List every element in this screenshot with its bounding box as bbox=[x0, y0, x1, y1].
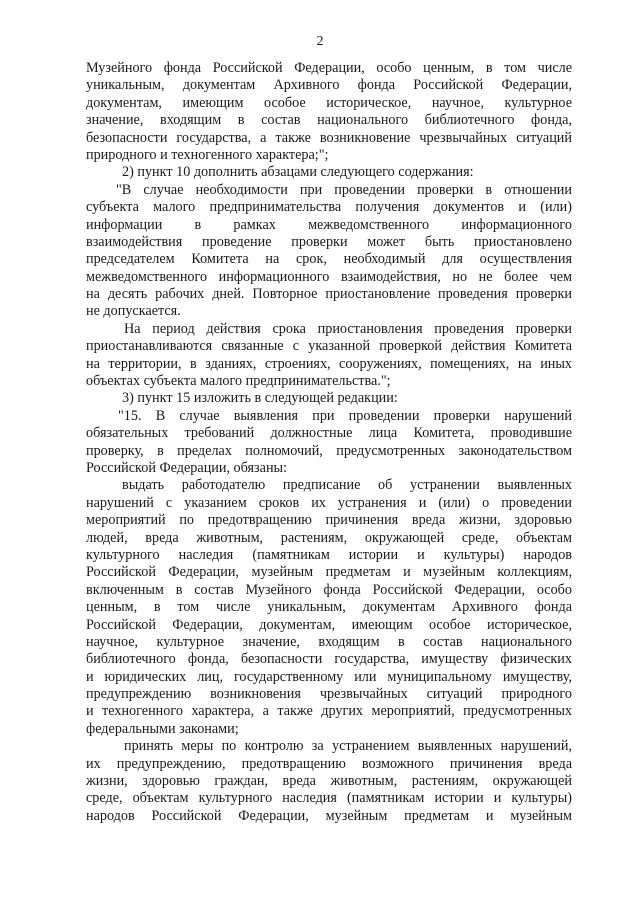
text-line: 2) пункт 10 дополнить абзацами следующего содержания: bbox=[122, 164, 474, 181]
text-line: межведомственного информационного взаимодействия, но не более чем bbox=[86, 268, 572, 285]
text-line: Российской Федерации, музейным предметам и музейным коллекциям, bbox=[86, 564, 572, 581]
text-line: информации в рамках межведомственного информационного bbox=[86, 216, 572, 233]
text-line: Российской Федерации, обязаны: bbox=[86, 459, 288, 476]
text-line: объектах субъекта малого предпринимательства."; bbox=[86, 373, 391, 390]
text-line: безопасности государства, а также возникновение чрезвычайных ситуаций bbox=[86, 129, 572, 146]
text-line: обязательных требований должностные лица Комитета, проводившие bbox=[86, 425, 572, 442]
text-line: включенным в состав Музейного фонда Российской Федерации, особо bbox=[86, 581, 572, 598]
page-number: 2 bbox=[316, 34, 324, 49]
text-line: людей, вреда животным, растениям, окружающей среде, объектам bbox=[86, 529, 572, 546]
text-line: "15. В случае выявления при проведении проверки нарушений bbox=[118, 407, 572, 424]
text-line: библиотечного фонда, безопасности государства, имуществу физических bbox=[86, 651, 572, 668]
text-line: документам, имеющим особое историческое, научное, культурное bbox=[86, 94, 572, 111]
text-line: значение, входящим в состав национального библиотечного фонда, bbox=[86, 112, 572, 129]
text-line: уникальным, документам Архивного фонда Российской Федерации, bbox=[86, 77, 572, 94]
text-line: ценным, в том числе уникальным, документам Архивного фонда bbox=[86, 599, 572, 616]
text-line: принять меры по контролю за устранением выявленных нарушений, bbox=[124, 738, 572, 755]
text-line: "В случае необходимости при проведении проверки в отношении bbox=[116, 181, 572, 198]
text-line: Музейного фонда Российской Федерации, особо ценным, в том числе bbox=[86, 60, 572, 76]
text-line: предупреждению возникновения чрезвычайных ситуаций природного bbox=[86, 686, 572, 703]
text-line: нарушений с указанием сроков их устранения и (или) о проведении bbox=[86, 494, 572, 511]
text-line: Российской Федерации, документам, имеющим особое историческое, bbox=[86, 616, 572, 633]
text-line: проверку, в пределах полномочий, предусмотренных законодательством bbox=[86, 442, 572, 459]
text-line: федеральными законами; bbox=[86, 720, 239, 737]
text-line: научное, культурное значение, входящим в состав национального bbox=[86, 633, 572, 650]
text-line: выдать работодателю предписание об устранении выявленных bbox=[122, 477, 572, 494]
text-line: субъекта малого предпринимательства получения документов и (или) bbox=[86, 199, 572, 216]
text-line: среде, объектам культурного наследия (памятникам истории и культуры) bbox=[86, 790, 572, 807]
text-line: их предупреждению, предотвращению возможного причинения вреда bbox=[86, 755, 572, 772]
text-line: приостанавливаются связанные с указанной проверкой действия Комитета bbox=[86, 338, 572, 355]
text-line: природного и техногенного характера;"; bbox=[86, 146, 329, 163]
text-line: мероприятий по предотвращению причинения вреда жизни, здоровью bbox=[86, 512, 572, 529]
text-line: взаимодействия проведение проверки может быть приостановлено bbox=[86, 233, 572, 250]
text-line: не допускается. bbox=[86, 303, 181, 320]
text-line: и техногенного характера, а также других мероприятий, предусмотренных bbox=[86, 703, 572, 720]
text-line: на десять рабочих дней. Повторное приостановление проведения проверки bbox=[86, 286, 572, 303]
text-line: культурного наследия (памятникам истории и культуры) народов bbox=[86, 546, 572, 563]
text-line: председателем Комитета на срок, необходимый для осуществления bbox=[86, 251, 572, 268]
text-line: и юридических лиц, государственному или муниципальному имуществу, bbox=[86, 668, 572, 685]
text-line: 3) пункт 15 изложить в следующей редакции: bbox=[122, 390, 398, 407]
document-body bbox=[86, 60, 572, 825]
text-line: на территории, в зданиях, строениях, сооружениях, помещениях, на иных bbox=[86, 355, 572, 372]
text-line: На период действия срока приостановления проведения проверки bbox=[124, 320, 572, 337]
text-line: народов Российской Федерации, музейным предметам и музейным bbox=[86, 807, 572, 824]
text-line: жизни, здоровью граждан, вреда животным, растениям, окружающей bbox=[86, 773, 572, 790]
